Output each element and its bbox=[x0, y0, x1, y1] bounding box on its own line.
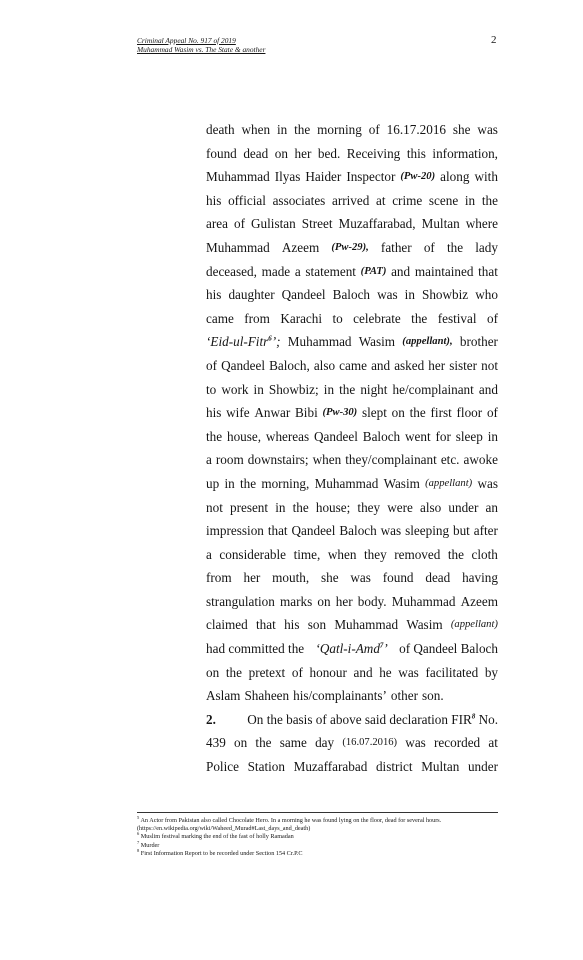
word: in bbox=[464, 192, 476, 208]
word: was bbox=[377, 287, 398, 303]
text-line bbox=[206, 378, 498, 402]
word: Qandeel bbox=[221, 357, 266, 373]
word: on bbox=[206, 664, 220, 680]
word: on bbox=[317, 593, 331, 609]
text-line bbox=[206, 260, 498, 284]
text-line bbox=[206, 590, 498, 614]
judgment-body bbox=[206, 118, 498, 779]
word: in bbox=[323, 381, 335, 397]
text-line bbox=[206, 566, 498, 590]
word: the bbox=[292, 499, 309, 515]
word: Muhammad bbox=[334, 617, 399, 633]
word: morning bbox=[317, 122, 362, 137]
word: a bbox=[294, 263, 301, 279]
word: that bbox=[478, 263, 498, 279]
word: the bbox=[481, 192, 498, 208]
word: (appellant) bbox=[450, 619, 498, 631]
word: the bbox=[294, 122, 311, 137]
word: Street bbox=[301, 216, 333, 232]
word: her bbox=[335, 593, 353, 609]
text-line bbox=[206, 731, 498, 755]
word: his bbox=[284, 617, 300, 633]
word: they bbox=[357, 499, 381, 515]
word: when bbox=[327, 546, 357, 562]
word: work bbox=[221, 381, 249, 397]
word: also bbox=[313, 357, 336, 373]
word: and bbox=[478, 381, 498, 397]
word: to bbox=[206, 381, 217, 397]
word: strangulation bbox=[206, 593, 275, 609]
word: day bbox=[315, 735, 335, 751]
word: in bbox=[276, 122, 288, 137]
word: Haider bbox=[305, 169, 342, 185]
word: statement bbox=[305, 263, 356, 279]
word: arrived bbox=[331, 192, 370, 208]
word: the bbox=[411, 310, 428, 326]
text-line bbox=[206, 142, 498, 166]
word: Wasim bbox=[383, 475, 420, 491]
word: his bbox=[206, 287, 222, 303]
word: Wasim bbox=[406, 617, 443, 633]
word: Muzaffarabad, bbox=[338, 216, 416, 232]
word: he/complainant bbox=[392, 381, 474, 397]
word: with bbox=[474, 169, 498, 185]
word: an bbox=[485, 499, 498, 515]
footnote-ref-6: 6 bbox=[268, 334, 272, 343]
case-title: Criminal Appeal No. 917 of 2019 bbox=[137, 36, 236, 45]
word: scene bbox=[428, 192, 459, 208]
footnote-ref-8: 8 bbox=[471, 712, 476, 721]
word: asked bbox=[394, 357, 425, 373]
text-line bbox=[206, 496, 498, 520]
word: the bbox=[255, 735, 272, 751]
word: Aslam bbox=[206, 688, 241, 704]
word: the bbox=[446, 239, 464, 255]
word: removed bbox=[394, 546, 441, 562]
word: her bbox=[428, 357, 446, 373]
text-line bbox=[206, 448, 498, 472]
text-line bbox=[206, 661, 498, 685]
word: first bbox=[430, 405, 452, 421]
text-line bbox=[206, 354, 498, 378]
word: in bbox=[404, 287, 415, 303]
word: a bbox=[206, 546, 212, 562]
word: she bbox=[452, 122, 471, 137]
text-line bbox=[206, 165, 498, 189]
word: but bbox=[452, 523, 470, 539]
word: Muhammad bbox=[206, 239, 270, 255]
word: Qandeel bbox=[291, 523, 336, 539]
word: bed. bbox=[317, 145, 341, 161]
word: house, bbox=[226, 428, 262, 444]
text-line: had committed the ‘Qatl-i-Amd$^7$’ of Qandeel Baloch bbox=[206, 637, 498, 661]
word: claimed bbox=[206, 617, 248, 633]
word: room bbox=[215, 452, 244, 468]
word: body. bbox=[357, 593, 387, 609]
text-line bbox=[206, 189, 498, 213]
word: the bbox=[339, 381, 356, 397]
word: (Pw-29), bbox=[331, 241, 369, 253]
word: was bbox=[350, 570, 371, 586]
word: that bbox=[267, 523, 288, 539]
text-line bbox=[206, 401, 498, 425]
word: Showbiz; bbox=[268, 381, 319, 397]
word: a bbox=[206, 452, 212, 468]
word: (appellant), bbox=[402, 336, 453, 348]
word: brother bbox=[459, 334, 498, 350]
footnote-7: $^7$ Murder bbox=[137, 839, 160, 849]
word: death bbox=[206, 122, 235, 137]
word: having bbox=[462, 570, 498, 586]
word: in bbox=[224, 475, 235, 491]
word: dead bbox=[243, 145, 269, 161]
word: etc. bbox=[440, 452, 460, 468]
word: found bbox=[206, 145, 237, 161]
footnotes bbox=[137, 814, 498, 858]
word: was bbox=[477, 475, 498, 491]
word: his/complainants’ bbox=[293, 688, 387, 704]
word: not bbox=[481, 357, 498, 373]
word: cloth bbox=[471, 546, 498, 562]
word: the bbox=[447, 546, 464, 562]
footnote-ref-7: 7 bbox=[379, 641, 384, 650]
word: (Pw-20) bbox=[400, 171, 436, 183]
word: and bbox=[391, 263, 411, 279]
word: associates bbox=[272, 192, 326, 208]
word: that bbox=[256, 617, 276, 633]
word: downstairs; bbox=[247, 452, 309, 468]
word: Anwar bbox=[254, 405, 291, 421]
word: Qandeel bbox=[313, 428, 358, 444]
word: Gulistan bbox=[251, 216, 296, 232]
text-line bbox=[206, 330, 498, 354]
word: time, bbox=[293, 546, 321, 562]
word: recorded bbox=[434, 735, 481, 751]
word: crime bbox=[392, 192, 423, 208]
word: went bbox=[405, 428, 431, 444]
footnote-8: $^8$ First Information Report to be recorded under Section 154 Cr.P.C bbox=[137, 847, 303, 857]
word: from bbox=[206, 570, 232, 586]
word: the bbox=[225, 664, 242, 680]
word: son. bbox=[422, 688, 444, 704]
word: Showbiz bbox=[421, 287, 469, 303]
word: of bbox=[206, 357, 217, 373]
word: Multan bbox=[421, 759, 460, 775]
word: night bbox=[360, 381, 388, 397]
word: of bbox=[291, 664, 303, 680]
word: Azeem bbox=[281, 239, 320, 255]
word: Inspector bbox=[346, 169, 396, 185]
word: Baloch bbox=[339, 523, 377, 539]
word: he bbox=[379, 664, 392, 680]
word: also bbox=[420, 499, 442, 515]
word: made bbox=[261, 263, 291, 279]
word: they/complainant bbox=[345, 452, 437, 468]
word: when bbox=[241, 122, 271, 137]
paragraph-2-first-line: 2. On the basis of above said declaration FIR$^8$ No. bbox=[206, 708, 498, 732]
word: along bbox=[440, 169, 470, 185]
word: festival bbox=[437, 310, 477, 326]
word: deceased, bbox=[206, 263, 257, 279]
word: lady bbox=[475, 239, 498, 255]
word: (PAT) bbox=[360, 265, 387, 277]
word: slept bbox=[361, 405, 387, 421]
word: 16.17.2016 bbox=[386, 122, 447, 137]
word: in bbox=[275, 499, 286, 515]
word: Muhammad bbox=[391, 593, 456, 609]
word: official bbox=[228, 192, 266, 208]
word: under bbox=[448, 499, 479, 515]
word: not bbox=[206, 499, 223, 515]
word: on bbox=[391, 405, 405, 421]
footnote-5: $^5$ An Actor from Pakistan also called Chocolate Hero. In a morning he was found lying on the floor, dead for several hours. (https://en.wikipedia.org/wiki/Waheed_Murad#Last_days_and_death) bbox=[137, 814, 442, 833]
word: the bbox=[239, 475, 257, 491]
qatl-term: ‘Qatl-i-Amd$^7$’ bbox=[315, 641, 388, 657]
word: was bbox=[405, 735, 426, 751]
word: other bbox=[390, 688, 418, 704]
word: same bbox=[279, 735, 307, 751]
word: Muzaffarabad bbox=[293, 759, 368, 775]
word: was bbox=[380, 523, 402, 539]
word: who bbox=[475, 287, 498, 303]
word: to bbox=[332, 310, 343, 326]
word: were bbox=[387, 499, 413, 515]
word: (Pw-30) bbox=[322, 407, 358, 419]
word: of bbox=[486, 405, 498, 421]
text-line bbox=[206, 472, 498, 496]
word: information, bbox=[432, 145, 498, 161]
word: sleeping bbox=[405, 523, 450, 539]
word: district bbox=[375, 759, 413, 775]
word: Muhammad bbox=[314, 475, 379, 491]
word: Baloch bbox=[332, 287, 371, 303]
word: Station bbox=[247, 759, 285, 775]
word: this bbox=[406, 145, 426, 161]
eid-term: ‘Eid-ul-Fitr$^6$’; bbox=[206, 334, 281, 350]
word: Shaheen bbox=[244, 688, 290, 704]
word: 439 bbox=[206, 735, 226, 751]
word: house; bbox=[315, 499, 351, 515]
word: on bbox=[234, 735, 248, 751]
word: the bbox=[409, 405, 426, 421]
word: from bbox=[244, 310, 270, 326]
word: his bbox=[206, 405, 222, 421]
word: when bbox=[312, 452, 342, 468]
word: of bbox=[233, 216, 245, 232]
word: Qandeel bbox=[281, 287, 326, 303]
word: on bbox=[274, 145, 288, 161]
text-line bbox=[206, 212, 498, 236]
word: pretext bbox=[248, 664, 286, 680]
case-header bbox=[137, 36, 265, 54]
word: (16.07.2016) bbox=[342, 737, 398, 749]
text-line bbox=[206, 307, 498, 331]
word: of bbox=[423, 239, 435, 255]
word: facilitated bbox=[425, 664, 479, 680]
word: celebrate bbox=[353, 310, 401, 326]
word: area bbox=[206, 216, 228, 232]
text-line bbox=[206, 543, 498, 567]
text-line bbox=[206, 613, 498, 637]
word: up bbox=[206, 475, 220, 491]
word: daughter bbox=[228, 287, 275, 303]
word: son bbox=[307, 617, 327, 633]
text-line bbox=[206, 684, 498, 708]
word: present bbox=[229, 499, 269, 515]
word: Wasim bbox=[358, 334, 396, 350]
text-line bbox=[206, 236, 498, 260]
word: Multan bbox=[421, 216, 460, 232]
word: by bbox=[484, 664, 498, 680]
word: for bbox=[435, 428, 451, 444]
word: and bbox=[353, 664, 373, 680]
word: honour bbox=[309, 664, 347, 680]
word: whereas bbox=[265, 428, 310, 444]
text-line bbox=[206, 519, 498, 543]
paragraph-number: 2. bbox=[206, 711, 216, 727]
word: was bbox=[398, 664, 419, 680]
word: floor bbox=[456, 405, 483, 421]
word: considerable bbox=[219, 546, 287, 562]
word: in bbox=[253, 381, 264, 397]
word: they bbox=[363, 546, 387, 562]
word: of bbox=[486, 310, 498, 326]
footnote-6: $^6$ Muslim festival marking the end of the fast of holly Ramadan bbox=[137, 831, 294, 841]
word: her bbox=[243, 570, 261, 586]
word: dead bbox=[425, 570, 451, 586]
word: at bbox=[376, 192, 386, 208]
word: after bbox=[473, 523, 498, 539]
word: under bbox=[467, 759, 498, 775]
word: and bbox=[371, 357, 391, 373]
word: Muhammad bbox=[287, 334, 352, 350]
word: Muhammad bbox=[206, 169, 270, 185]
word: Receiving bbox=[346, 145, 401, 161]
word: in bbox=[487, 428, 498, 444]
word: was bbox=[477, 122, 498, 137]
word: sister bbox=[449, 357, 478, 373]
word: marks bbox=[280, 593, 313, 609]
footnote-divider bbox=[137, 812, 498, 813]
word: awoke bbox=[463, 452, 498, 468]
word: at bbox=[488, 735, 498, 751]
word: maintained bbox=[414, 263, 474, 279]
word: wife bbox=[226, 405, 250, 421]
text-line bbox=[206, 425, 498, 449]
page-number: 2 bbox=[491, 34, 497, 46]
word: impression bbox=[206, 523, 264, 539]
word: Baloch, bbox=[269, 357, 310, 373]
word: mouth, bbox=[272, 570, 310, 586]
word: Azeem bbox=[460, 593, 498, 609]
word: his bbox=[206, 192, 222, 208]
word: (appellant) bbox=[425, 477, 473, 489]
word: her bbox=[294, 145, 312, 161]
word: morning, bbox=[261, 475, 310, 491]
text-line bbox=[206, 118, 498, 142]
word: sleep bbox=[455, 428, 483, 444]
text-line bbox=[206, 755, 498, 779]
word: came bbox=[206, 310, 234, 326]
word: where bbox=[465, 216, 498, 232]
word: Bibi bbox=[295, 405, 318, 421]
word: Ilyas bbox=[274, 169, 301, 185]
word: found bbox=[382, 570, 414, 586]
word: father bbox=[380, 239, 412, 255]
word: of bbox=[368, 122, 380, 137]
word: the bbox=[206, 428, 223, 444]
word: she bbox=[320, 570, 339, 586]
word: Baloch bbox=[362, 428, 401, 444]
word: Karachi bbox=[280, 310, 323, 326]
case-parties: Muhammad Wasim vs. The State & another bbox=[137, 45, 266, 54]
word: came bbox=[339, 357, 367, 373]
word: Police bbox=[206, 759, 239, 775]
text-line bbox=[206, 283, 498, 307]
